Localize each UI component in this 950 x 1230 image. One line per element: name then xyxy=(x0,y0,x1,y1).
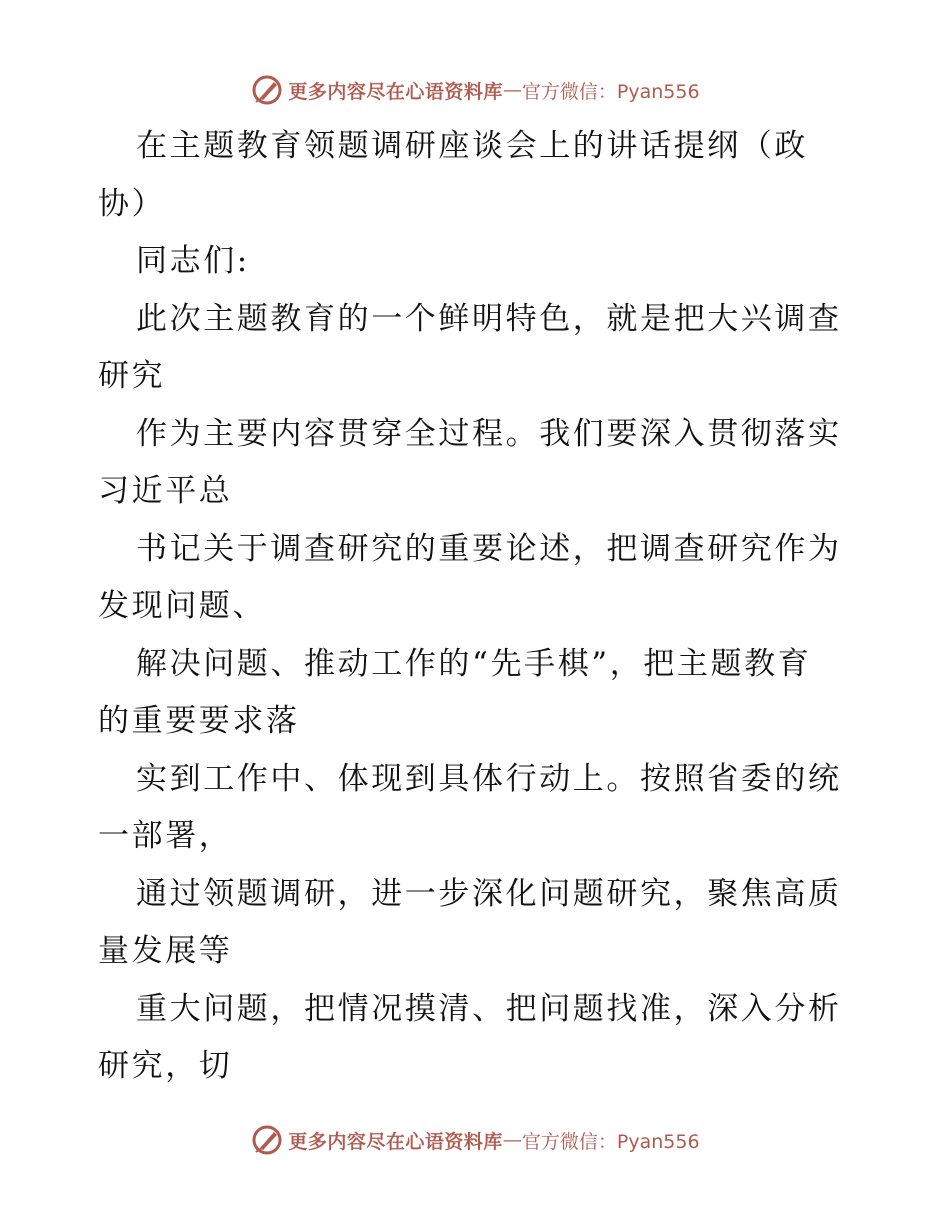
document-line: 书记关于调查研究的重要论述，把调查研究作为 xyxy=(136,530,842,567)
document-line: 作为主要内容贯穿全过程。我们要深入贯彻落实 xyxy=(136,415,842,452)
watermark-separator: — xyxy=(502,1129,522,1151)
document-line: 量发展等 xyxy=(98,933,233,969)
document-line: 通过领题调研，进一步深化问题研究，聚焦高质 xyxy=(136,875,842,912)
watermark-wechat-text: 官方微信：Pyan556 xyxy=(521,1130,700,1153)
document-line: 重大问题，把情况摸清、把问题找准，深入分析 xyxy=(136,990,842,1027)
watermark-separator: — xyxy=(502,79,522,101)
document-line: 习近平总 xyxy=(98,473,233,509)
document-line: 一部署， xyxy=(98,818,233,854)
paragraph xyxy=(98,981,858,1096)
footer-watermark-banner xyxy=(0,1120,950,1160)
document-body xyxy=(98,118,858,1096)
quill-logo-icon xyxy=(250,1123,284,1157)
document-title xyxy=(98,118,858,233)
header-watermark-banner xyxy=(0,70,950,110)
document-line: 在主题教育领题调研座谈会上的讲话提纲（政 xyxy=(136,128,808,164)
document-line: 的重要要求落 xyxy=(98,703,300,739)
document-line: 发现问题、 xyxy=(98,588,266,624)
paragraph xyxy=(98,406,858,521)
paragraph xyxy=(98,751,858,866)
document-line: 同志们: xyxy=(136,243,250,279)
salutation xyxy=(98,233,858,291)
watermark-wechat-text: 官方微信：Pyan556 xyxy=(521,80,700,103)
document-line: 实到工作中、体现到具体行动上。按照省委的统 xyxy=(136,760,842,797)
paragraph xyxy=(98,521,858,636)
paragraph xyxy=(98,636,858,751)
paragraph xyxy=(98,291,858,406)
paragraph xyxy=(98,866,858,981)
watermark-site-text: 更多内容尽在心语资料库 xyxy=(288,1130,503,1153)
quill-logo-icon xyxy=(250,73,284,107)
document-line: 协） xyxy=(98,185,166,222)
document-line: 此次主题教育的一个鲜明特色，就是把大兴调查 xyxy=(136,300,842,337)
document-line: 研究，切 xyxy=(98,1048,233,1084)
document-line: 研究 xyxy=(98,358,166,394)
watermark-site-text: 更多内容尽在心语资料库 xyxy=(288,80,503,103)
document-line: 解决问题、推动工作的“先手棋”，把主题教育 xyxy=(136,645,812,682)
